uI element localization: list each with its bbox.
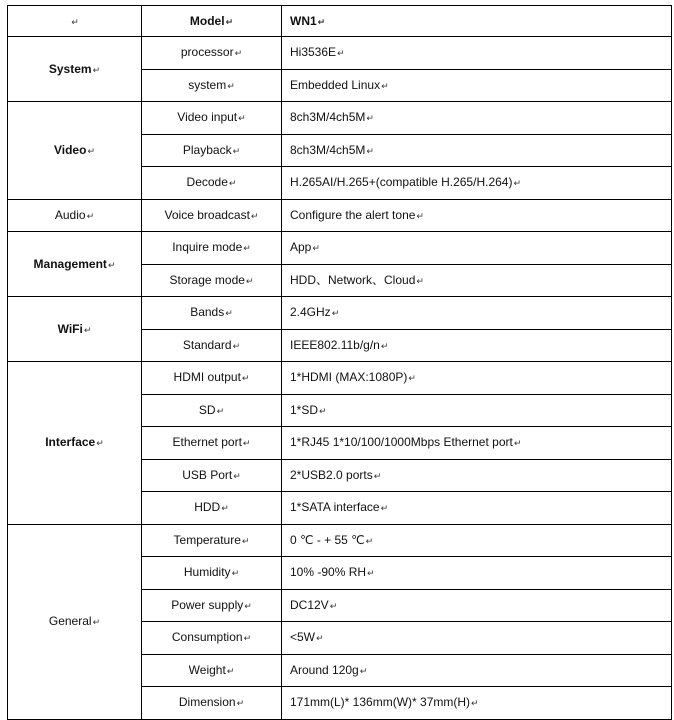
feature-value: 8ch3M/4ch5M — [290, 142, 366, 157]
paragraph-mark: ↵ — [380, 340, 389, 351]
feature-label: Power supply — [171, 597, 244, 612]
feature-value: DC12V — [290, 597, 329, 612]
table-row — [8, 102, 672, 135]
paragraph-mark: ↵ — [331, 308, 340, 319]
category-cell — [8, 232, 142, 297]
feature-cell — [142, 622, 282, 655]
value-cell — [282, 232, 672, 265]
value-cell — [282, 589, 672, 622]
feature-cell — [142, 492, 282, 525]
paragraph-mark: ↵ — [243, 243, 251, 254]
paragraph-mark: ↵ — [367, 568, 375, 579]
feature-value: 2*USB2.0 ports — [290, 467, 373, 482]
feature-label: HDD — [194, 500, 221, 515]
model-label-cell — [142, 6, 282, 37]
paragraph-mark: ↵ — [243, 633, 252, 644]
paragraph-mark: ↵ — [221, 503, 229, 514]
feature-label: Bands — [190, 305, 225, 320]
paragraph-mark: ↵ — [513, 438, 522, 449]
table-row — [8, 37, 672, 70]
feature-cell — [142, 427, 282, 460]
paragraph-mark: ↵ — [319, 405, 327, 416]
model-value: WN1 — [290, 13, 317, 28]
paragraph-mark: ↵ — [329, 600, 338, 611]
value-cell — [282, 654, 672, 687]
feature-cell — [142, 589, 282, 622]
feature-label: Humidity — [183, 565, 231, 580]
model-label: Model — [189, 13, 225, 28]
value-cell — [282, 69, 672, 102]
category-cell — [8, 297, 142, 362]
value-cell — [282, 394, 672, 427]
paragraph-mark: ↵ — [381, 80, 389, 91]
paragraph-mark: ↵ — [245, 275, 254, 286]
feature-label: Standard — [182, 337, 232, 352]
value-cell — [282, 167, 672, 200]
feature-cell — [142, 37, 282, 70]
table-row — [8, 362, 672, 395]
feature-value: App — [290, 240, 312, 255]
feature-label: Video input — [177, 110, 238, 125]
feature-cell — [142, 524, 282, 557]
category-label: Interface — [45, 435, 96, 450]
feature-cell — [142, 557, 282, 590]
feature-value: Embedded Linux — [290, 77, 381, 92]
paragraph-mark: ↵ — [232, 340, 241, 351]
feature-cell — [142, 264, 282, 297]
table-row — [8, 199, 672, 232]
feature-cell — [142, 69, 282, 102]
feature-label: system — [188, 77, 227, 92]
feature-label: USB Port — [182, 467, 233, 482]
paragraph-mark: ↵ — [216, 405, 225, 416]
category-label: Video — [53, 142, 87, 157]
paragraph-mark: ↵ — [233, 470, 241, 481]
paragraph-mark: ↵ — [241, 373, 250, 384]
feature-label: processor — [180, 45, 234, 60]
value-cell — [282, 622, 672, 655]
paragraph-mark: ↵ — [228, 178, 237, 189]
category-label: General — [48, 614, 92, 628]
value-cell — [282, 329, 672, 362]
feature-label: Decode — [186, 175, 228, 190]
category-cell — [8, 362, 142, 525]
category-cell — [8, 199, 142, 232]
value-cell — [282, 524, 672, 557]
paragraph-mark: ↵ — [250, 210, 259, 221]
feature-value: Around 120g — [290, 662, 359, 677]
paragraph-mark: ↵ — [365, 535, 374, 546]
feature-value: 2.4GHz — [290, 305, 331, 320]
paragraph-mark: ↵ — [244, 600, 252, 611]
paragraph-mark: ↵ — [317, 16, 326, 27]
table-row — [8, 297, 672, 330]
feature-label: Consumption — [171, 630, 243, 645]
feature-value: 8ch3M/4ch5M — [290, 110, 366, 125]
paragraph-mark: ↵ — [380, 503, 389, 514]
feature-cell — [142, 654, 282, 687]
feature-label: Storage mode — [169, 272, 245, 287]
paragraph-mark: ↵ — [225, 308, 233, 319]
paragraph-mark: ↵ — [408, 373, 416, 384]
table-row — [8, 232, 672, 265]
paragraph-mark: ↵ — [312, 243, 320, 254]
model-value-cell — [282, 6, 672, 37]
value-cell — [282, 459, 672, 492]
paragraph-mark: ↵ — [107, 259, 116, 270]
paragraph-mark: ↵ — [226, 665, 235, 676]
feature-cell — [142, 134, 282, 167]
category-label: Management — [33, 256, 107, 271]
category-label: WiFi — [57, 321, 83, 336]
feature-cell — [142, 687, 282, 720]
feature-label: SD — [198, 402, 216, 417]
feature-cell — [142, 167, 282, 200]
paragraph-mark: ↵ — [337, 48, 345, 59]
value-cell — [282, 492, 672, 525]
feature-value: 1*SD — [290, 402, 319, 417]
feature-value: 1*RJ45 1*10/100/1000Mbps Ethernet port — [290, 435, 513, 450]
paragraph-mark: ↵ — [225, 16, 234, 27]
paragraph-mark: ↵ — [83, 324, 92, 335]
feature-value: 1*HDMI (MAX:1080P) — [290, 370, 408, 385]
feature-cell — [142, 394, 282, 427]
value-cell — [282, 264, 672, 297]
value-cell — [282, 199, 672, 232]
table-row — [8, 524, 672, 557]
paragraph-mark: ↵ — [241, 535, 250, 546]
feature-value: 10% -90% RH — [290, 565, 367, 580]
spec-table — [7, 5, 672, 720]
paragraph-mark: ↵ — [86, 210, 95, 221]
feature-label: Inquire mode — [172, 240, 243, 255]
paragraph-mark: ↵ — [227, 80, 235, 91]
value-cell — [282, 297, 672, 330]
paragraph-mark: ↵ — [373, 470, 382, 481]
feature-cell — [142, 329, 282, 362]
feature-value: 1*SATA interface — [290, 500, 380, 515]
value-cell — [282, 37, 672, 70]
corner-mark: ↵ — [71, 16, 79, 27]
category-label: System — [48, 61, 92, 76]
feature-label: Ethernet port — [172, 435, 242, 450]
feature-value: <5W — [290, 630, 316, 645]
paragraph-mark: ↵ — [416, 275, 424, 286]
feature-value: Hi3536E — [290, 45, 337, 60]
feature-label: Weight — [188, 662, 226, 677]
value-cell — [282, 134, 672, 167]
category-cell — [8, 102, 142, 200]
feature-value: Configure the alert tone — [290, 207, 416, 222]
paragraph-mark: ↵ — [242, 438, 251, 449]
category-label: Audio — [54, 207, 86, 222]
feature-cell — [142, 362, 282, 395]
paragraph-mark: ↵ — [232, 145, 241, 156]
paragraph-mark: ↵ — [236, 698, 245, 709]
paragraph-mark: ↵ — [316, 633, 324, 644]
feature-cell — [142, 459, 282, 492]
feature-cell — [142, 102, 282, 135]
value-cell — [282, 102, 672, 135]
spec-table-body — [8, 6, 672, 720]
value-cell — [282, 427, 672, 460]
paragraph-mark: ↵ — [366, 113, 374, 124]
value-cell — [282, 362, 672, 395]
paragraph-mark: ↵ — [231, 568, 240, 579]
paragraph-mark: ↵ — [96, 438, 104, 449]
value-cell — [282, 557, 672, 590]
paragraph-mark: ↵ — [234, 48, 243, 59]
category-cell — [8, 37, 142, 102]
feature-value: HDD、Network、Cloud — [290, 272, 416, 287]
feature-label: Voice broadcast — [164, 207, 250, 222]
feature-value: 0 ℃ - + 55 ℃ — [290, 532, 365, 547]
paragraph-mark: ↵ — [92, 64, 101, 75]
paragraph-mark: ↵ — [416, 210, 424, 221]
paragraph-mark: ↵ — [471, 698, 479, 709]
corner-cell — [8, 6, 142, 37]
paragraph-mark: ↵ — [513, 178, 522, 189]
feature-cell — [142, 199, 282, 232]
feature-value: H.265AI/H.265+(compatible H.265/H.264) — [290, 175, 513, 190]
value-cell — [282, 687, 672, 720]
feature-label: HDMI output — [173, 370, 241, 385]
category-cell — [8, 524, 142, 719]
paragraph-mark: ↵ — [366, 145, 374, 156]
paragraph-mark: ↵ — [92, 617, 101, 627]
header-row — [8, 6, 672, 37]
feature-value: IEEE802.11b/g/n — [290, 337, 380, 352]
paragraph-mark: ↵ — [359, 665, 368, 676]
feature-label: Temperature — [173, 532, 241, 547]
feature-value: 171mm(L)* 136mm(W)* 37mm(H) — [290, 695, 471, 710]
feature-label: Dimension — [178, 695, 236, 710]
feature-cell — [142, 232, 282, 265]
feature-label: Playback — [182, 142, 232, 157]
paragraph-mark: ↵ — [87, 145, 95, 156]
feature-cell — [142, 297, 282, 330]
paragraph-mark: ↵ — [238, 113, 246, 124]
